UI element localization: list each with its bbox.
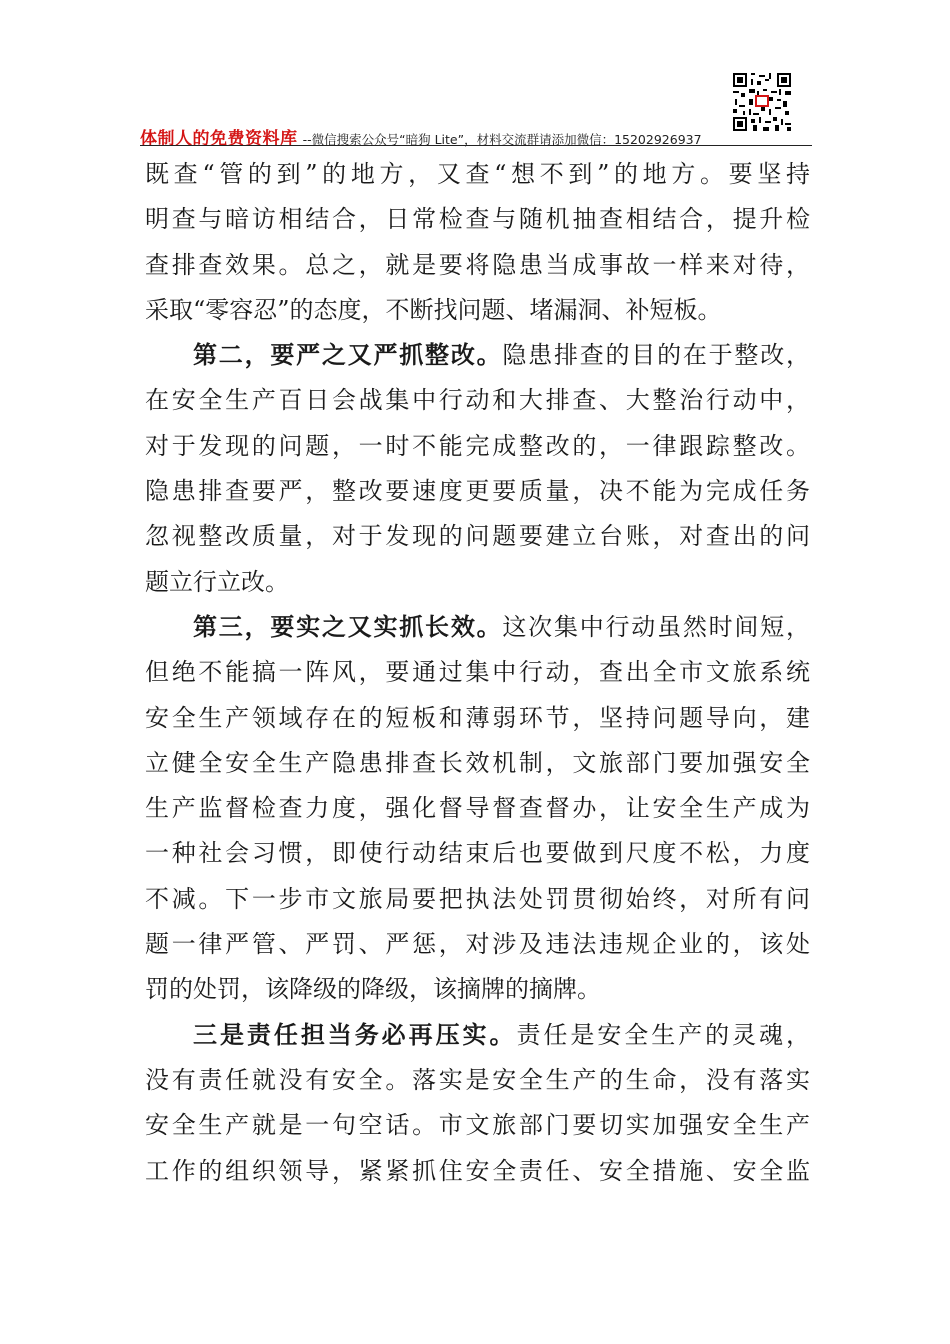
body-text-line: [145, 243, 810, 288]
line-text: 题立行立改。: [145, 567, 289, 596]
section-heading: 第三，要实之又实抓长效。: [193, 612, 503, 641]
body-text-line: [145, 1058, 810, 1103]
paragraph-heading-line: [145, 333, 810, 378]
line-text: 罚的处罚，该降级的降级，该摘牌的摘牌。: [145, 975, 601, 1004]
line-text: 忽视整改质量，对于发现的问题要建立台账，对查出的问: [145, 522, 810, 551]
line-text: 生产监督检查力度，强化督导督查督办，让安全生产成为: [145, 794, 810, 823]
line-text: 但绝不能搞一阵风，要通过集中行动，查出全市文旅系统: [145, 658, 810, 687]
body-text-line: [145, 152, 810, 197]
line-text: 工作的组织领导，紧紧抓住安全责任、安全措施、安全监: [145, 1156, 810, 1185]
header-brand: 体制人的免费资料库: [140, 129, 298, 149]
line-text: 没有责任就没有安全。落实是安全生产的生命，没有落实: [145, 1065, 810, 1094]
line-text: 立健全安全生产隐患排查长效机制，文旅部门要加强安全: [145, 748, 810, 777]
line-text: 采取“零容忍”的态度，不断找问题、堵漏洞、补短板。: [145, 295, 722, 324]
body-text-line: [145, 1103, 810, 1148]
body-text-line: [145, 424, 810, 469]
body-text-line: [145, 877, 810, 922]
line-text: 题一律严管、严罚、严惩，对涉及违法违规企业的，该处: [145, 930, 810, 959]
body-text-line: [145, 288, 810, 333]
line-text: 在安全生产百日会战集中行动和大排查、大整治行动中，: [145, 386, 810, 415]
line-text: 一种社会习惯，即使行动结束后也要做到尺度不松，力度: [145, 839, 810, 868]
section-heading: 第二，要严之又严抓整改。: [193, 341, 503, 370]
line-text: 安全生产领域存在的短板和薄弱环节，坚持问题导向，建: [145, 703, 810, 732]
document-body: [145, 152, 810, 1194]
body-text-line: [145, 696, 810, 741]
body-text-line: [145, 560, 810, 605]
line-text: 既查“管的到”的地方，又查“想不到”的地方。要坚持: [145, 160, 810, 188]
body-text-line: [145, 967, 810, 1012]
body-text-line: [145, 786, 810, 831]
paragraph-heading-line: [145, 605, 810, 650]
header-rule: [140, 145, 812, 146]
qr-code-icon: [733, 73, 791, 131]
body-text-line: [145, 197, 810, 242]
section-heading: 三是责任担当务必再压实。: [193, 1020, 517, 1049]
body-text-line: [145, 831, 810, 876]
line-text: 这次集中行动虽然时间短，: [502, 612, 810, 641]
line-text: 责任是安全生产的灵魂，: [516, 1020, 811, 1049]
body-text-line: [145, 469, 810, 514]
body-text-line: [145, 514, 810, 559]
line-text: 安全生产就是一句空话。市文旅部门要切实加强安全生产: [145, 1111, 810, 1140]
body-text-line: [145, 922, 810, 967]
line-text: 查排查效果。总之，就是要将隐患当成事故一样来对待，: [145, 250, 810, 279]
body-text-line: [145, 650, 810, 695]
body-text-line: [145, 378, 810, 423]
line-text: 不减。下一步市文旅局要把执法处罚贯彻始终，对所有问: [145, 884, 810, 913]
body-text-line: [145, 1149, 810, 1194]
line-text: 隐患排查要严，整改要速度更要质量，决不能为完成任务: [145, 477, 810, 506]
line-text: 明查与暗访相结合，日常检查与随机抽查相结合，提升检: [145, 205, 810, 234]
paragraph-heading-line: [145, 1013, 810, 1058]
body-text-line: [145, 741, 810, 786]
page-header: [140, 124, 812, 149]
header-note: --微信搜索公众号“暗狗 Lite”，材料交流群请添加微信：15202926937: [302, 132, 702, 147]
line-text: 对于发现的问题，一时不能完成整改的，一律跟踪整改。: [145, 431, 810, 460]
line-text: 隐患排查的目的在于整改，: [502, 341, 810, 370]
